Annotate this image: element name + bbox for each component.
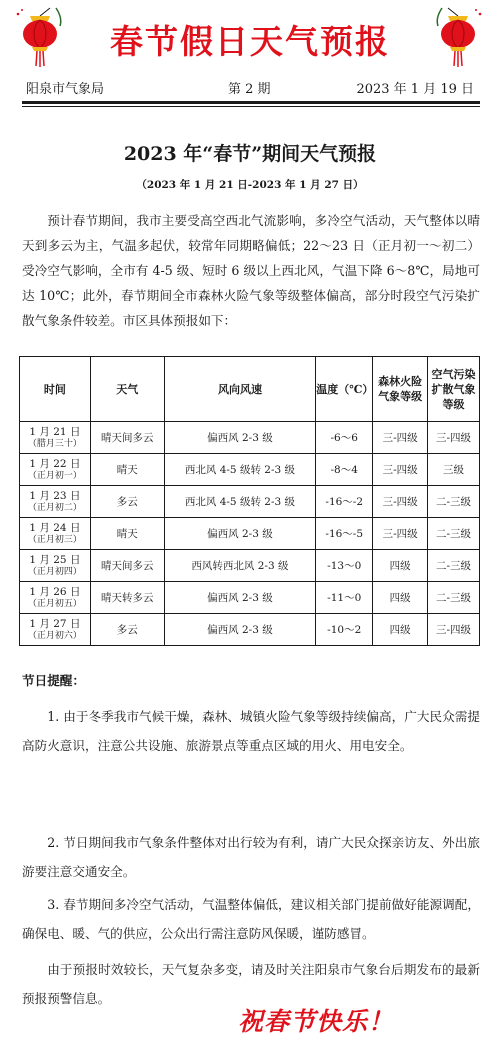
cell-air-dispersion: 三级 bbox=[428, 454, 480, 486]
cell-date bbox=[20, 550, 91, 582]
date-text: 1 月 24 日 bbox=[29, 521, 81, 534]
cell-temperature: -16～-5 bbox=[316, 518, 373, 550]
cell-weather: 晴天间多云 bbox=[90, 550, 164, 582]
intro-paragraph: 预计春节期间，我市主要受高空西北气流影响，多冷空气活动，天气整体以晴天到多云为主，气温多起伏，较常年同期略偏低；22～23 日（正月初一～初二）受冷空气影响，全市有 4-5 级、短时 6 级以上西北风，气温下降 6～8℃，局地可达 10℃；此外，春节期间全市森林火险气象等级整体偏高，部分时段空气污染扩散气象条件较差。市区具体预报如下： bbox=[22, 213, 480, 328]
table-row bbox=[20, 454, 480, 486]
cell-fire-risk: 三-四级 bbox=[373, 454, 428, 486]
doc-period: （2023 年 1 月 21 日-2023 年 1 月 27 日） bbox=[136, 179, 364, 191]
forecast-table bbox=[19, 356, 480, 646]
cell-fire-risk: 四级 bbox=[373, 550, 428, 582]
cell-wind: 偏西风 2-3 级 bbox=[164, 518, 316, 550]
cell-wind: 偏西风 2-3 级 bbox=[164, 614, 316, 646]
closing-note: 由于预报时效较长，天气复杂多变，请及时关注阳泉市气象台后期发布的最新预报预警信息。 bbox=[22, 962, 480, 1006]
header-time: 时间 bbox=[20, 357, 91, 422]
tip-item: 1. 由于冬季我市气候干燥，森林、城镇火险气象等级持续偏高，广大民众需提高防火意识，注意公共设施、旅游景点等重点区域的用火、用电安全。 bbox=[22, 709, 480, 753]
header-weather: 天气 bbox=[90, 357, 164, 422]
cell-date bbox=[20, 582, 91, 614]
cell-air-dispersion: 二-三级 bbox=[428, 582, 480, 614]
tip-item: 2. 节日期间我市气象条件整体对出行较为有利，请广大民众探亲访友、外出旅游要注意交通安全。 bbox=[22, 835, 480, 879]
table-row bbox=[20, 614, 480, 646]
date-text: 1 月 22 日 bbox=[29, 457, 81, 470]
lunar-date: （正月初六） bbox=[27, 630, 82, 641]
cell-fire-risk: 四级 bbox=[373, 582, 428, 614]
tips-heading: 节日提醒： bbox=[22, 673, 85, 688]
cell-air-dispersion: 三-四级 bbox=[428, 422, 480, 454]
date-text: 1 月 25 日 bbox=[29, 553, 81, 566]
cell-temperature: -6～6 bbox=[316, 422, 373, 454]
issue-date: 2023 年 1 月 19 日 bbox=[356, 82, 474, 97]
lunar-date: （正月初五） bbox=[27, 598, 82, 609]
header-rule-thin bbox=[22, 106, 480, 107]
table-row bbox=[20, 582, 480, 614]
cell-date bbox=[20, 454, 91, 486]
lunar-date: （正月初四） bbox=[27, 566, 82, 577]
header-fire-risk: 森林火险气象等级 bbox=[373, 357, 428, 422]
table-row bbox=[20, 518, 480, 550]
lunar-date: （腊月三十） bbox=[27, 438, 82, 449]
date-text: 1 月 27 日 bbox=[29, 617, 81, 630]
issue-bar bbox=[22, 74, 480, 100]
cell-fire-risk: 三-四级 bbox=[373, 486, 428, 518]
lunar-date: （正月初三） bbox=[27, 534, 82, 545]
date-text: 1 月 23 日 bbox=[29, 489, 81, 502]
cell-temperature: -8～4 bbox=[316, 454, 373, 486]
cell-date bbox=[20, 614, 91, 646]
table-row bbox=[20, 422, 480, 454]
cell-temperature: -13～0 bbox=[316, 550, 373, 582]
cell-fire-risk: 三-四级 bbox=[373, 422, 428, 454]
cell-weather: 晴天转多云 bbox=[90, 582, 164, 614]
table-header-row bbox=[20, 357, 480, 422]
header-rule-thick bbox=[22, 101, 480, 104]
header-temperature: 温度（℃） bbox=[316, 357, 373, 422]
issue-number: 第 2 期 bbox=[228, 82, 271, 97]
cell-air-dispersion: 二-三级 bbox=[428, 486, 480, 518]
cell-weather: 晴天 bbox=[90, 518, 164, 550]
table-row bbox=[20, 550, 480, 582]
cell-air-dispersion: 二-三级 bbox=[428, 518, 480, 550]
issuing-agency: 阳泉市气象局 bbox=[26, 82, 105, 97]
lunar-date: （正月初一） bbox=[27, 470, 82, 481]
tip-item: 3. 春节期间多冷空气活动，气温整体偏低，建议相关部门提前做好能源调配，确保电、暖、气的供应，公众出行需注意防风保暖，谨防感冒。 bbox=[22, 897, 480, 941]
cell-weather: 晴天间多云 bbox=[90, 422, 164, 454]
cell-weather: 多云 bbox=[90, 486, 164, 518]
cell-wind: 偏西风 2-3 级 bbox=[164, 422, 316, 454]
lunar-date: （正月初二） bbox=[27, 502, 82, 513]
header-air-dispersion: 空气污染扩散气象等级 bbox=[428, 357, 480, 422]
table-row bbox=[20, 486, 480, 518]
cell-date bbox=[20, 486, 91, 518]
date-text: 1 月 26 日 bbox=[29, 585, 81, 598]
greeting: 祝春节快乐！ bbox=[238, 1007, 395, 1036]
date-text: 1 月 21 日 bbox=[29, 425, 81, 438]
cell-wind: 偏西风 2-3 级 bbox=[164, 582, 316, 614]
cell-date bbox=[20, 518, 91, 550]
lantern-icon bbox=[428, 6, 488, 68]
doc-title: 2023 年“春节”期间天气预报 bbox=[123, 143, 377, 165]
cell-air-dispersion: 三-四级 bbox=[428, 614, 480, 646]
cell-fire-risk: 三-四级 bbox=[373, 518, 428, 550]
cell-wind: 西北风 4-5 级转 2-3 级 bbox=[164, 454, 316, 486]
cell-temperature: -11～0 bbox=[316, 582, 373, 614]
cell-air-dispersion: 二-三级 bbox=[428, 550, 480, 582]
cell-wind: 西风转西北风 2-3 级 bbox=[164, 550, 316, 582]
banner-title: 春节假日天气预报 bbox=[110, 22, 390, 61]
cell-temperature: -16～-2 bbox=[316, 486, 373, 518]
cell-date bbox=[20, 422, 91, 454]
cell-temperature: -10～2 bbox=[316, 614, 373, 646]
header-wind: 风向风速 bbox=[164, 357, 316, 422]
cell-weather: 多云 bbox=[90, 614, 164, 646]
cell-wind: 西北风 4-5 级转 2-3 级 bbox=[164, 486, 316, 518]
cell-weather: 晴天 bbox=[90, 454, 164, 486]
cell-fire-risk: 四级 bbox=[373, 614, 428, 646]
banner bbox=[0, 6, 500, 66]
